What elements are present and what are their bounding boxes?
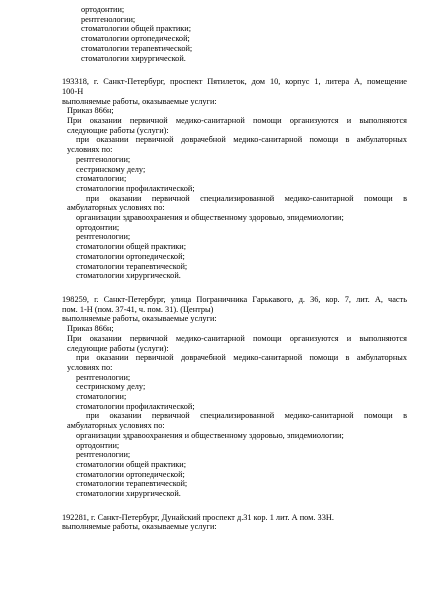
address-block-2 [62, 295, 407, 499]
primary-care-line: следующие работы (услуги): [67, 125, 169, 135]
predoc-care-line: при оказании первичной доврачебной медико-санитарной помощи в амбулаторных [76, 353, 407, 363]
address-line: 198259, г. Санкт-Петербург, улица Пограничника Гарькавого, д. 36, кор. 7, лит. А, часть [62, 294, 407, 304]
list-item: рентгенологии; [76, 154, 131, 164]
address-line: 193318, г. Санкт-Петербург, проспект Пятилеток, дом 10, корпус 1, литера А, помещение [62, 77, 407, 87]
specialized-care-line: при оказании первичной специализированной медико-санитарной помощи в [86, 193, 407, 203]
address-block-3 [62, 513, 407, 532]
list-item: стоматологии общей практики; [81, 24, 192, 34]
predoc-care-line: условиях по: [67, 362, 113, 372]
list-item: стоматологии; [76, 392, 127, 402]
list-item: рентгенологии; [76, 372, 131, 382]
block0-list [62, 5, 407, 63]
list-item: стоматологии хирургической. [76, 271, 181, 281]
address-line: 192281, г. Санкт-Петербург, Дунайский проспект д.31 кор. 1 лит. А пом. 33Н. [62, 512, 334, 522]
list-item: стоматологии терапевтической; [81, 43, 193, 53]
list-item: стоматологии профилактической; [76, 401, 195, 411]
list-item: рентгенологии; [76, 232, 131, 242]
address-line: пом. 1-Н (пом. 37-41, ч. пом. 31). (Центры) [62, 304, 214, 314]
order-ref: Приказ 866н; [67, 106, 114, 116]
list-item: организации здравоохранения и общественному здоровью, эпидемиологии; [76, 213, 344, 223]
predoc-care-line: условиях по: [67, 145, 113, 155]
list-item: ортодонтии; [76, 440, 120, 450]
works-heading: выполняемые работы, оказываемые услуги: [62, 96, 217, 106]
list-item: стоматологии общей практики; [76, 459, 187, 469]
list-item: стоматологии терапевтической; [76, 479, 188, 489]
works-heading: выполняемые работы, оказываемые услуги: [62, 314, 217, 324]
primary-care-line: При оказании первичной медико-санитарной помощи организуются и выполняются [67, 333, 407, 343]
order-ref: Приказ 866н; [67, 324, 114, 334]
list-item: стоматологии хирургической. [81, 53, 186, 63]
list-item: стоматологии ортопедической; [76, 469, 185, 479]
address-block-1 [62, 77, 407, 281]
list-item: ортодонтии; [81, 5, 125, 14]
address-line: 100-Н [62, 86, 84, 96]
list-item: рентгенологии; [81, 14, 136, 24]
list-item: ортодонтии; [76, 222, 120, 232]
specialized-care-line: амбулаторных условиях по: [67, 203, 165, 213]
predoc-care-line: при оказании первичной доврачебной медико-санитарной помощи в амбулаторных [76, 135, 407, 145]
document-page [62, 5, 407, 532]
list-item: стоматологии ортопедической; [76, 251, 185, 261]
list-item: стоматологии ортопедической; [81, 34, 190, 44]
specialized-care-line: при оказании первичной специализированной медико-санитарной помощи в [86, 411, 407, 421]
list-item: стоматологии терапевтической; [76, 261, 188, 271]
list-item: стоматологии хирургической. [76, 489, 181, 499]
list-item: стоматологии профилактической; [76, 183, 195, 193]
primary-care-line: следующие работы (услуги): [67, 343, 169, 353]
primary-care-line: При оказании первичной медико-санитарной помощи организуются и выполняются [67, 116, 407, 126]
works-heading: выполняемые работы, оказываемые услуги: [62, 522, 217, 532]
list-item: сестринскому делу; [76, 164, 146, 174]
list-item: стоматологии; [76, 174, 127, 184]
list-item: рентгенологии; [76, 450, 131, 460]
list-item: организации здравоохранения и общественному здоровью, эпидемиологии; [76, 430, 344, 440]
specialized-care-line: амбулаторных условиях по: [67, 421, 165, 431]
list-item: сестринскому делу; [76, 382, 146, 392]
list-item: стоматологии общей практики; [76, 242, 187, 252]
